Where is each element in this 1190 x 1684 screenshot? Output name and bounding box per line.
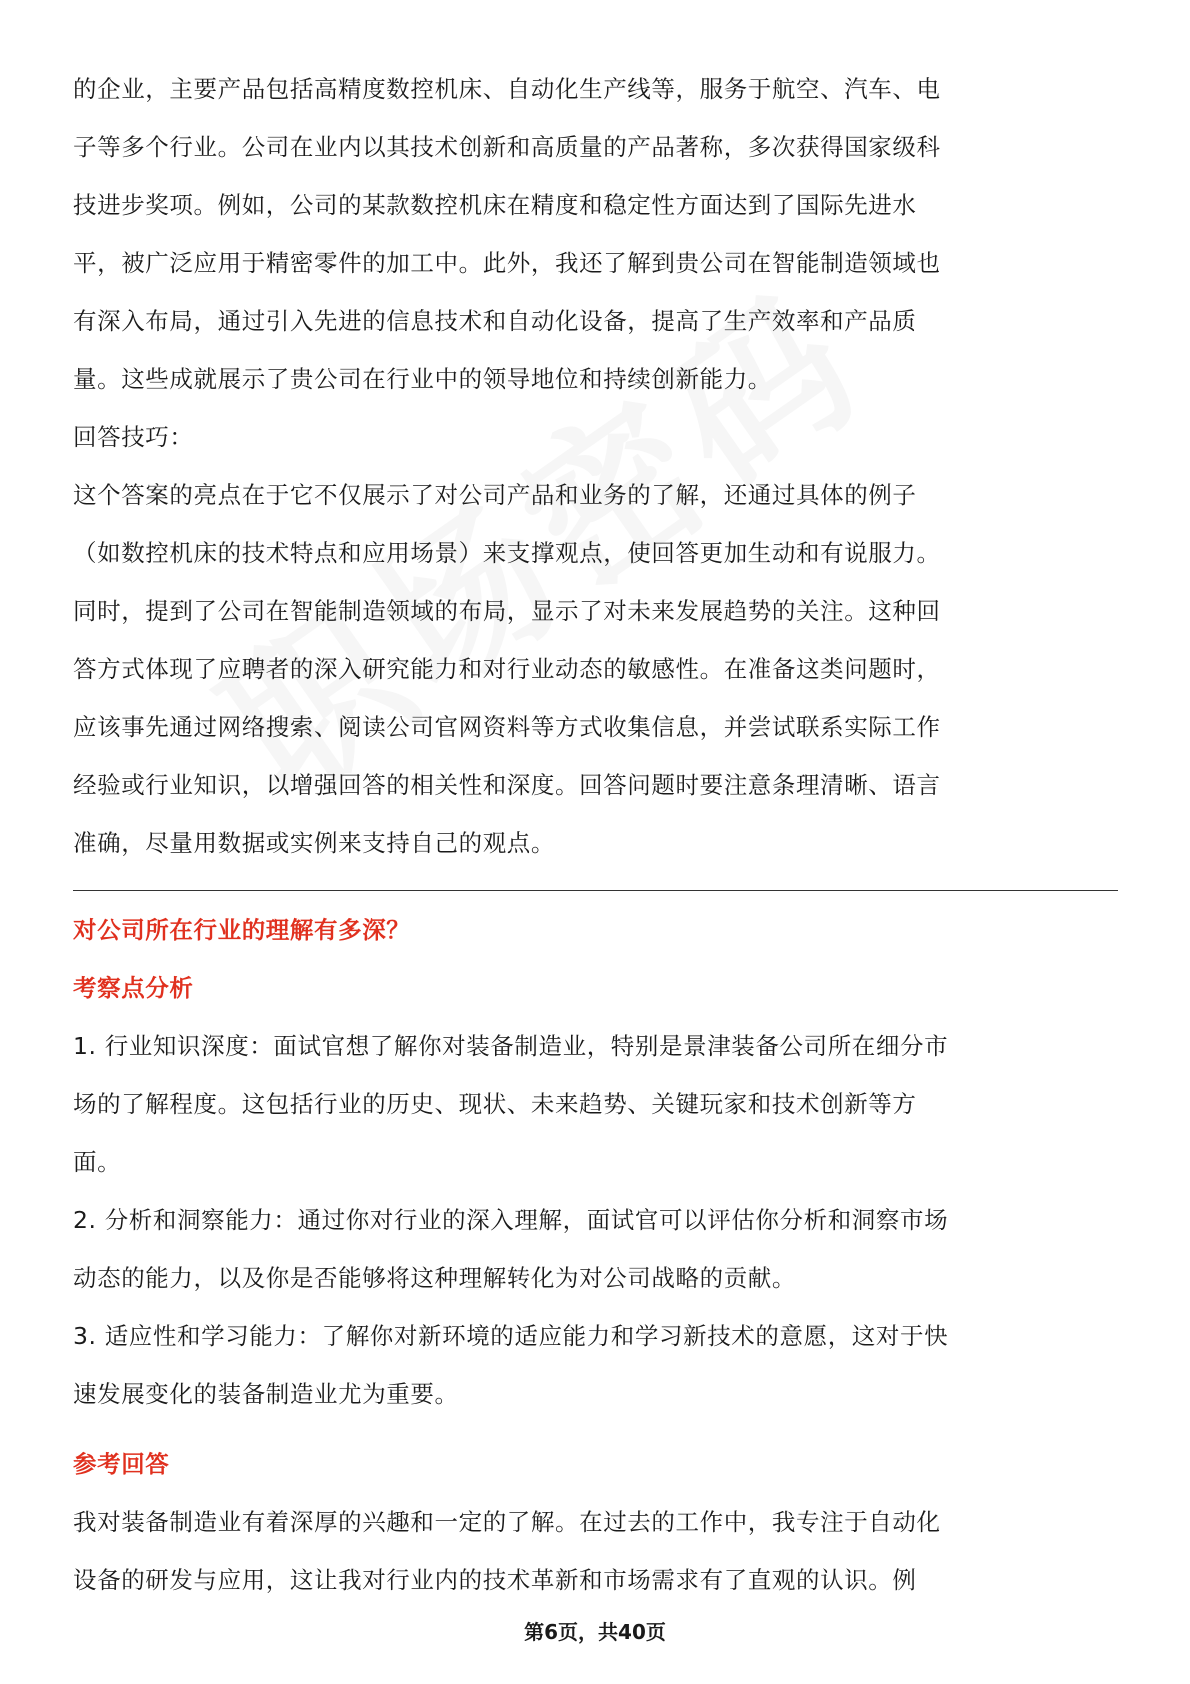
paragraph-reference-answer [73, 1493, 1118, 1609]
text-line: 技进步奖项。例如，公司的某款数控机床在精度和稳定性方面达到了国际先进水 [73, 191, 917, 219]
text-line: （如数控机床的技术特点和应用场景）来支撑观点，使回答更加生动和有说服力。 [73, 539, 941, 567]
question-heading: 对公司所在行业的理解有多深？ [73, 916, 411, 944]
text-line: 的企业，主要产品包括高精度数控机床、自动化生产线等，服务于航空、汽车、电 [73, 75, 941, 103]
text-line: 答方式体现了应聘者的深入研究能力和对行业动态的敏感性。在准备这类问题时， [73, 655, 941, 683]
analysis-point-3 [73, 1307, 1118, 1423]
text-line: 3. 适应性和学习能力：了解你对新环境的适应能力和学习新技术的意愿，这对于快 [73, 1322, 949, 1350]
text-line: 设备的研发与应用，这让我对行业内的技术革新和市场需求有了直观的认识。例 [73, 1566, 917, 1594]
analysis-point-2 [73, 1191, 1118, 1307]
text-line: 回答技巧： [73, 423, 194, 451]
text-line: 我对装备制造业有着深厚的兴趣和一定的了解。在过去的工作中，我专注于自动化 [73, 1508, 941, 1536]
text-line: 面。 [73, 1148, 122, 1176]
text-line: 经验或行业知识，以增强回答的相关性和深度。回答问题时要注意条理清晰、语言 [73, 771, 941, 799]
paragraph-company-achievements [73, 60, 1118, 408]
text-line: 动态的能力，以及你是否能够将这种理解转化为对公司战略的贡献。 [73, 1264, 796, 1292]
text-line: 平，被广泛应用于精密零件的加工中。此外，我还了解到贵公司在智能制造领域也 [73, 249, 941, 277]
document-body [73, 60, 1118, 1609]
text-line: 子等多个行业。公司在业内以其技术创新和高质量的产品著称，多次获得国家级科 [73, 133, 941, 161]
page-number: 第6页，共40页 [524, 1620, 666, 1644]
paragraph-answer-tips [73, 466, 1118, 872]
text-line: 量。这些成就展示了贵公司在行业中的领导地位和持续创新能力。 [73, 365, 772, 393]
analysis-heading: 考察点分析 [73, 974, 194, 1002]
section-divider [73, 890, 1118, 891]
text-line: 2. 分析和洞察能力：通过你对行业的深入理解，面试官可以评估你分析和洞察市场 [73, 1206, 949, 1234]
text-line: 速发展变化的装备制造业尤为重要。 [73, 1380, 459, 1408]
reference-heading: 参考回答 [73, 1450, 170, 1478]
analysis-point-1 [73, 1017, 1118, 1191]
text-line: 场的了解程度。这包括行业的历史、现状、未来趋势、关键玩家和技术创新等方 [73, 1090, 917, 1118]
text-line: 准确，尽量用数据或实例来支持自己的观点。 [73, 829, 555, 857]
text-line: 有深入布局，通过引入先进的信息技术和自动化设备，提高了生产效率和产品质 [73, 307, 917, 335]
text-line: 同时，提到了公司在智能制造领域的布局，显示了对未来发展趋势的关注。这种回 [73, 597, 941, 625]
answer-tips-label [73, 408, 1118, 466]
text-line: 应该事先通过网络搜索、阅读公司官网资料等方式收集信息，并尝试联系实际工作 [73, 713, 941, 741]
text-line: 1. 行业知识深度：面试官想了解你对装备制造业，特别是景津装备公司所在细分市 [73, 1032, 949, 1060]
text-line: 这个答案的亮点在于它不仅展示了对公司产品和业务的了解，还通过具体的例子 [73, 481, 917, 509]
